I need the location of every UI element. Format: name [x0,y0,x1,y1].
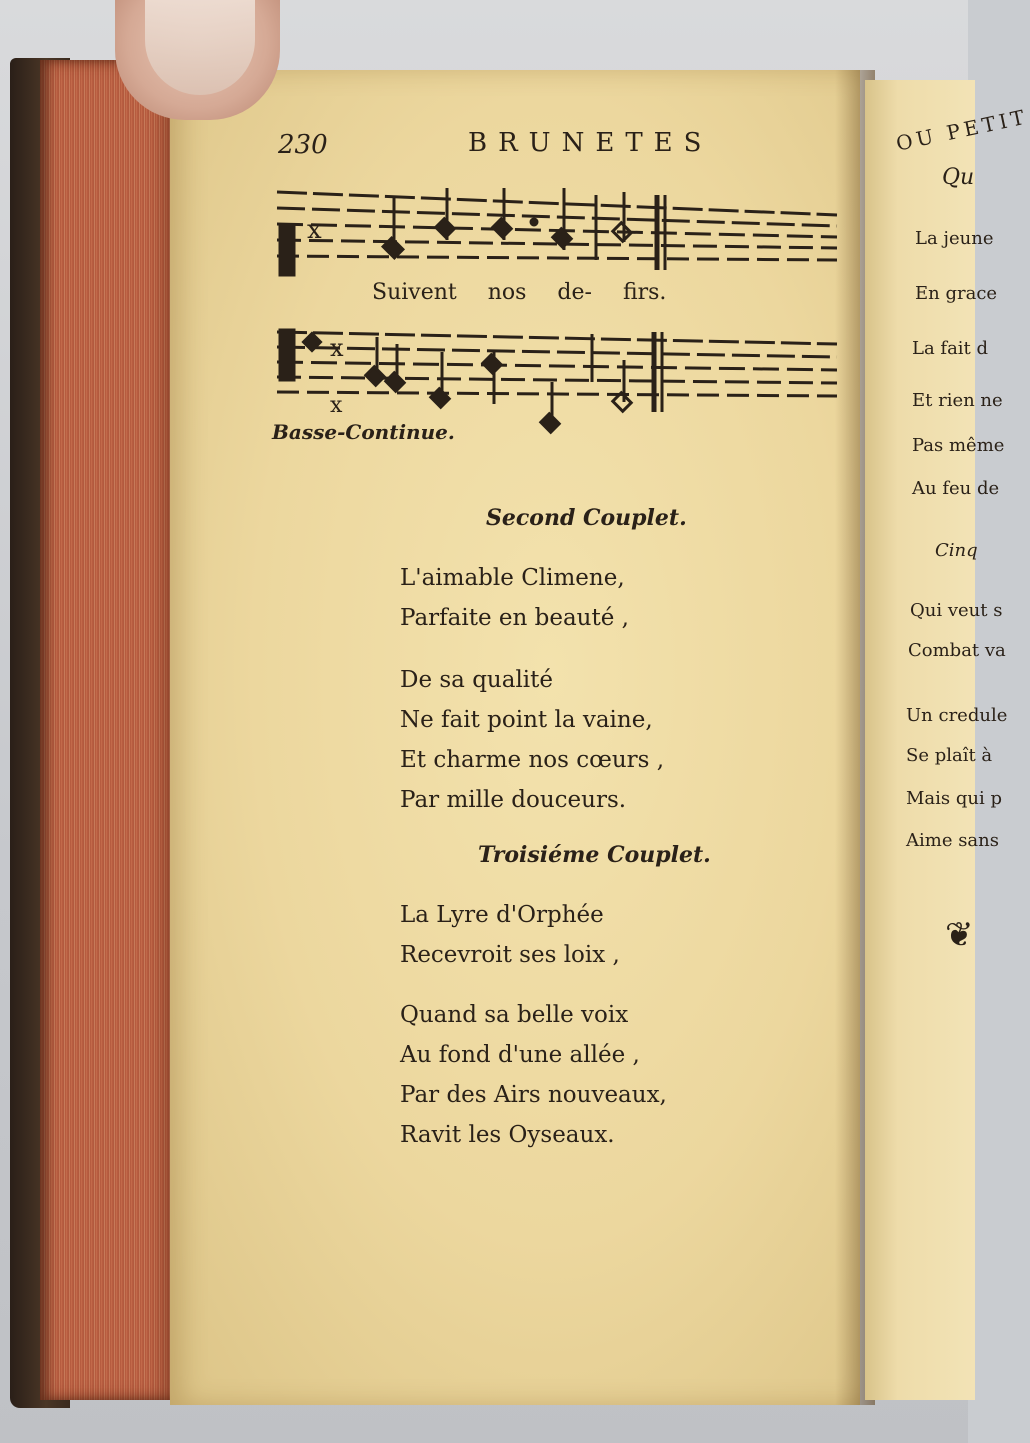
verse-line: Au fond d'une allée , [400,1042,640,1068]
basse-continue-label: Basse-Continue. [272,420,455,444]
right-line: Mais qui p [906,788,1002,809]
verse-line: Quand sa belle voix [400,1002,629,1028]
stanza [400,660,664,820]
right-line: La jeune [915,228,994,249]
right-line: La fait d [912,338,989,359]
right-line: Pas même [912,435,1005,456]
right-running-head: OU PETIT [893,104,1030,156]
verse-line: L'aimable Climene, [400,565,625,591]
right-line: Aime sans [906,830,999,851]
verse-line: Et charme nos cœurs , [400,747,665,773]
right-line: Se plaît à [906,745,993,766]
music-staff-bass [272,322,842,432]
third-couplet-heading: Troisiéme Couplet. [478,842,711,868]
right-line: Au feu de [912,478,1000,499]
stanza [400,558,629,638]
verse-line: La Lyre d'Orphée [400,902,604,928]
right-line: Combat va [908,640,1006,661]
svg-text:x: x [330,334,344,362]
ornament-icon: ❦ [945,915,974,955]
svg-text:x: x [307,215,322,245]
second-couplet-heading: Second Couplet. [486,505,687,531]
right-line: Un credule [906,705,1008,726]
stanza [400,995,667,1155]
page-edges [40,60,175,1400]
verse-line: Recevroit ses loix , [400,942,620,968]
right-line: Qu [942,165,975,190]
verse-line: Par des Airs nouveaux, [400,1082,667,1108]
verse-line: Par mille douceurs. [400,787,627,813]
verse-line: Ne fait point la vaine, [400,707,653,733]
right-line: Qui veut s [910,600,1003,621]
right-page [865,80,975,1400]
svg-text:x: x [330,393,343,418]
music-staff-treble [272,180,842,280]
verse-line: Parfaite en beauté , [400,605,629,631]
staff-lyrics: Suivent nos de- firs. [372,280,667,305]
verse-line: De sa qualité [400,667,554,693]
right-line: Cinq [935,540,978,561]
verse-line: Ravit les Oyseaux. [400,1122,615,1148]
folio: 230 [278,130,328,160]
running-head: BRUNETES [468,128,713,158]
right-line: Et rien ne [912,390,1003,411]
stanza [400,895,620,975]
right-line: En grace [915,283,998,304]
